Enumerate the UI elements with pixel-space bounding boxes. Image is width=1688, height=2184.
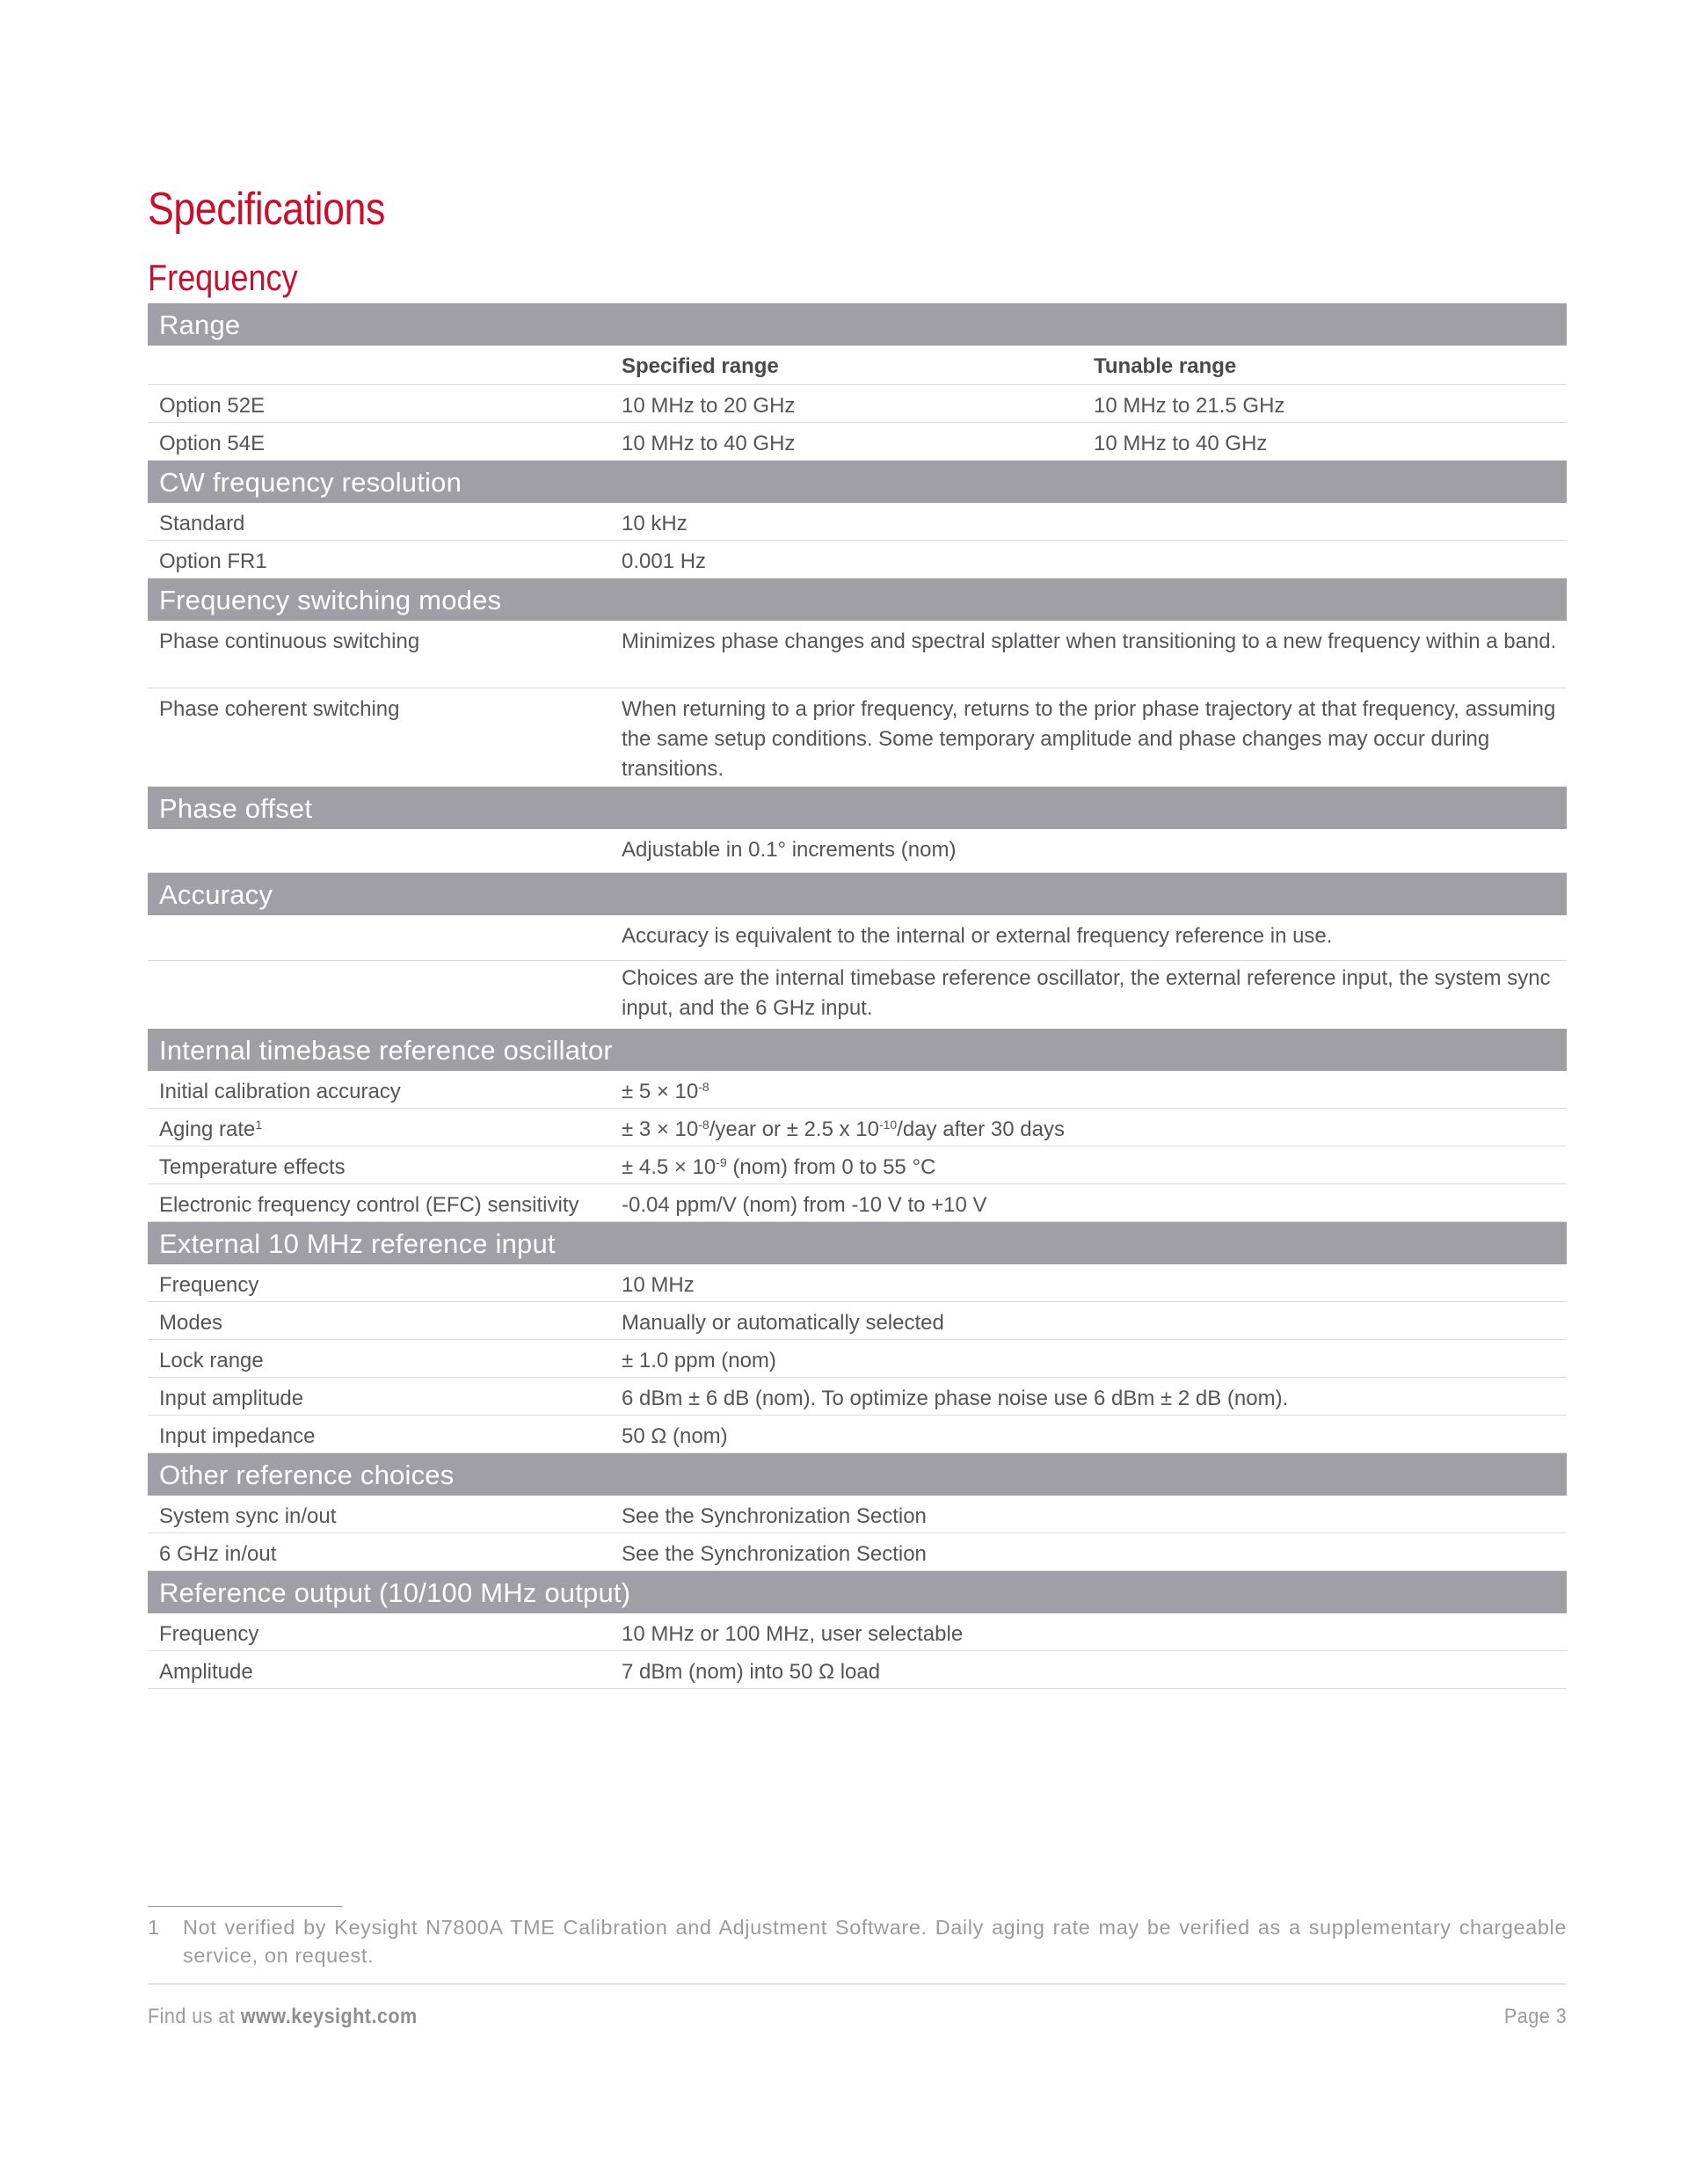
website-link[interactable]: www.keysight.com (240, 2005, 418, 2028)
exponent: -9 (716, 1155, 727, 1169)
label-text: Aging rate (159, 1117, 256, 1141)
row-value: 0.001 Hz (622, 550, 707, 573)
row-label: Electronic frequency control (EFC) sensitivity (159, 1193, 579, 1217)
row-value: -0.04 ppm/V (nom) from -10 V to +10 V (622, 1193, 987, 1217)
row-value: 10 MHz to 40 GHz (1094, 432, 1268, 455)
section-header-other-reference: Other reference choices (148, 1453, 1567, 1496)
row-label: Option FR1 (159, 550, 267, 573)
row-value: 10 MHz to 40 GHz (622, 432, 796, 455)
footnote-marker: 1 (255, 1117, 263, 1132)
section-header-phase-offset: Phase offset (148, 787, 1567, 829)
footnote-number: 1 (148, 1916, 160, 1939)
table-header-row (148, 346, 1567, 385)
value-text: /year or ± 2.5 x 10 (709, 1117, 879, 1141)
row-label: Frequency (159, 1273, 259, 1297)
exponent: -10 (878, 1117, 898, 1132)
column-header-tunable: Tunable range (1094, 354, 1237, 378)
footer-find-us (148, 2005, 418, 2029)
footer-find-us-label: Find us at (148, 2005, 236, 2028)
section-header-external-reference: External 10 MHz reference input (148, 1222, 1567, 1264)
table-row (148, 1378, 1567, 1416)
table-row (148, 385, 1567, 423)
row-value: 10 MHz (622, 1273, 695, 1297)
row-value: See the Synchronization Section (622, 1504, 927, 1528)
row-value: 7 dBm (nom) into 50 Ω load (622, 1660, 881, 1684)
table-row (148, 1071, 1567, 1109)
row-value: 10 kHz (622, 512, 688, 535)
row-value: 10 MHz or 100 MHz, user selectable (622, 1622, 964, 1646)
row-label: Standard (159, 512, 245, 535)
table-row (148, 1302, 1567, 1340)
table-row (148, 1416, 1567, 1453)
row-label: Phase continuous switching (159, 630, 420, 653)
footnote (148, 1913, 1567, 1969)
exponent: -8 (698, 1080, 709, 1094)
section-header-switching-modes: Frequency switching modes (148, 579, 1567, 621)
row-label: Amplitude (159, 1660, 253, 1684)
row-value (622, 1071, 1567, 1108)
table-row (148, 1533, 1567, 1571)
table-row (148, 541, 1567, 579)
table-row (148, 1340, 1567, 1378)
page-number: Page 3 (1503, 2005, 1567, 2028)
table-row (148, 1613, 1567, 1651)
footnote-text: Not verified by Keysight N7800A TME Calibration and Adjustment Software. Daily aging rate may be verified as a supplementary chargeable service, on request. (183, 1916, 1567, 1967)
row-value: ± 1.0 ppm (nom) (622, 1349, 776, 1372)
footnote-divider (148, 1906, 343, 1907)
table-row (148, 1147, 1567, 1184)
table-row (148, 688, 1567, 787)
section-header-internal-timebase: Internal timebase reference oscillator (148, 1029, 1567, 1071)
row-label: System sync in/out (159, 1504, 337, 1528)
table-row (148, 1496, 1567, 1533)
row-value: When returning to a prior frequency, returns to the prior phase trajectory at that frequency, assuming the same setup conditions. Some temporary amplitude and phase changes may occur during transitions. (622, 697, 1556, 781)
section-header-cw-resolution: CW frequency resolution (148, 461, 1567, 503)
row-label: Input impedance (159, 1424, 316, 1448)
row-label: Input amplitude (159, 1387, 304, 1410)
table-row (148, 961, 1567, 1029)
table-row (148, 423, 1567, 461)
section-header-range: Range (148, 303, 1567, 346)
table-row (148, 1184, 1567, 1222)
row-value: Manually or automatically selected (622, 1311, 944, 1335)
row-label: Modes (159, 1311, 223, 1335)
row-value: See the Synchronization Section (622, 1542, 927, 1566)
section-header-reference-output: Reference output (10/100 MHz output) (148, 1571, 1567, 1613)
value-text: ± 5 × 10 (622, 1080, 699, 1103)
table-row (148, 503, 1567, 541)
row-value: 50 Ω (nom) (622, 1424, 728, 1448)
table-row (148, 1264, 1567, 1302)
section-title: Frequency (148, 257, 298, 298)
row-label: Option 54E (159, 432, 266, 455)
row-label (148, 1109, 622, 1146)
row-value: Choices are the internal timebase reference oscillator, the external reference input, the system sync input, and the 6 GHz input. (622, 966, 1551, 1020)
row-value: Minimizes phase changes and spectral splatter when transitioning to a new frequency within a band. (622, 630, 1557, 653)
row-value (622, 1147, 1567, 1183)
row-label (148, 829, 622, 872)
table-row (148, 915, 1567, 961)
row-label: Frequency (159, 1622, 259, 1646)
value-text: ± 3 × 10 (622, 1117, 699, 1141)
column-header-specified: Specified range (622, 354, 779, 378)
row-label: 6 GHz in/out (159, 1542, 277, 1566)
value-text: (nom) from 0 to 55 °C (726, 1155, 936, 1179)
table-cell (148, 346, 622, 384)
row-value: 6 dBm ± 6 dB (nom). To optimize phase noise use 6 dBm ± 2 dB (nom). (622, 1387, 1289, 1410)
row-label: Option 52E (159, 394, 266, 418)
row-label (148, 961, 622, 1029)
value-text: /day after 30 days (897, 1117, 1065, 1141)
exponent: -8 (698, 1117, 709, 1132)
table-row (148, 1651, 1567, 1689)
row-value: 10 MHz to 21.5 GHz (1094, 394, 1285, 418)
table-row (148, 621, 1567, 688)
row-label: Lock range (159, 1349, 264, 1372)
section-header-accuracy: Accuracy (148, 873, 1567, 915)
table-row (148, 1109, 1567, 1147)
row-label (148, 915, 622, 960)
row-label: Initial calibration accuracy (159, 1080, 401, 1103)
row-value: 10 MHz to 20 GHz (622, 394, 796, 418)
page-title: Specifications (148, 184, 385, 235)
row-label: Temperature effects (159, 1155, 346, 1179)
row-value (622, 1109, 1567, 1146)
table-row (148, 829, 1567, 873)
row-label: Phase coherent switching (159, 697, 400, 721)
value-text: ± 4.5 × 10 (622, 1155, 717, 1179)
spec-table (148, 303, 1567, 1689)
row-value: Adjustable in 0.1° increments (nom) (622, 838, 957, 862)
row-value: Accuracy is equivalent to the internal or external frequency reference in use. (622, 924, 1333, 948)
